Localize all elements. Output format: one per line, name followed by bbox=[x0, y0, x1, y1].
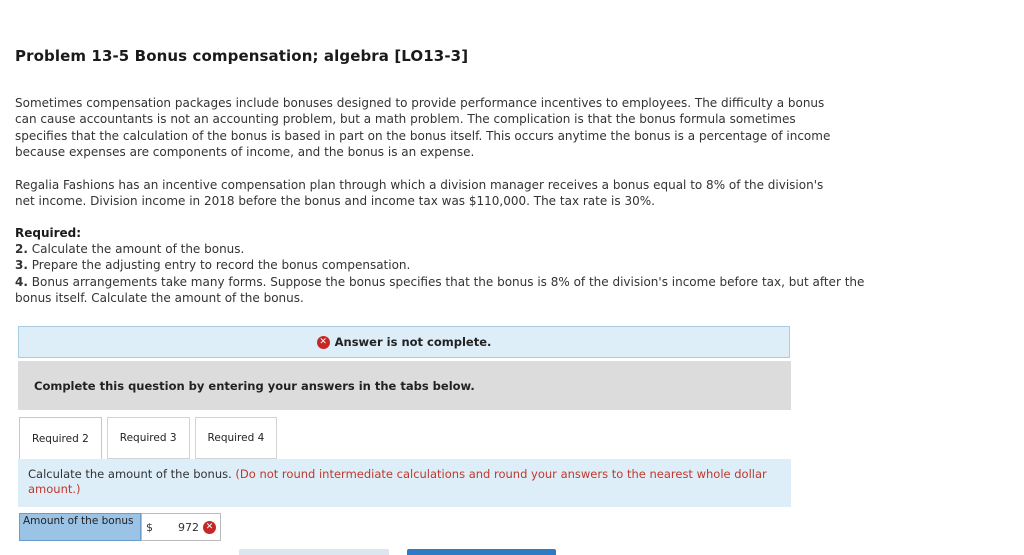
task-text: Calculate the amount of the bonus. bbox=[28, 467, 232, 481]
task-note: (Do not round intermediate calculations and round your answers to the nearest whole dollar amount.) bbox=[28, 467, 767, 496]
required-item-text: Calculate the amount of the bonus. bbox=[31, 242, 245, 256]
answer-status-text: Answer is not complete. bbox=[334, 335, 492, 349]
required-list bbox=[15, 241, 865, 306]
problem-paragraph-1: Sometimes compensation packages include bonuses designed to provide performance incentives to employees. The difficulty a bonus can cause accountants is not an accounting problem, but a math problem. The complication is that the bonus formula sometimes specifies that the calculation of the bonus is based in part on the bonus itself. This occurs anytime the bonus is a percentage of income because expenses are components of income, and the bonus is an expense. bbox=[15, 96, 831, 159]
answer-status-banner bbox=[18, 326, 790, 358]
required-item-text: Prepare the adjusting entry to record the bonus compensation. bbox=[31, 258, 411, 273]
required-item-number: 4. bbox=[15, 274, 28, 289]
required-item-number: 2. bbox=[15, 242, 28, 256]
next-tab-button[interactable] bbox=[407, 549, 556, 555]
tab-required-4[interactable]: Required 4 bbox=[195, 417, 278, 459]
prev-tab-button[interactable] bbox=[239, 549, 389, 555]
x-circle-icon: ✕ bbox=[317, 336, 330, 349]
tab-required-2[interactable]: Required 2 bbox=[19, 417, 102, 460]
tab-required-3[interactable]: Required 3 bbox=[107, 417, 190, 459]
required-item bbox=[15, 241, 865, 257]
instructions-bar: Complete this question by entering your answers in the tabs below. bbox=[18, 361, 791, 410]
currency-symbol: $ bbox=[146, 520, 153, 534]
tab-bar bbox=[19, 417, 282, 460]
answer-input[interactable] bbox=[141, 513, 221, 541]
required-item bbox=[15, 274, 865, 307]
task-description bbox=[18, 459, 791, 507]
required-item bbox=[15, 257, 865, 273]
required-item-number: 3. bbox=[15, 258, 28, 273]
required-item-text: Bonus arrangements take many forms. Suppose the bonus specifies that the bonus is 8% of the division's income before tax, but after the bonus itself. Calculate the amount of the bonus. bbox=[15, 274, 865, 305]
problem-title: Problem 13-5 Bonus compensation; algebra [LO13-3] bbox=[15, 47, 469, 65]
required-heading: Required: bbox=[15, 226, 82, 240]
x-circle-icon: ✕ bbox=[203, 521, 216, 534]
answer-value: 972 bbox=[178, 520, 199, 534]
answer-label: Amount of the bonus bbox=[19, 513, 141, 541]
problem-paragraph-2: Regalia Fashions has an incentive compensation plan through which a division manager receives a bonus equal to 8% of the division's net income. Division income in 2018 before the bonus and income tax was $110,000. The tax rate is 30%. bbox=[15, 178, 824, 209]
